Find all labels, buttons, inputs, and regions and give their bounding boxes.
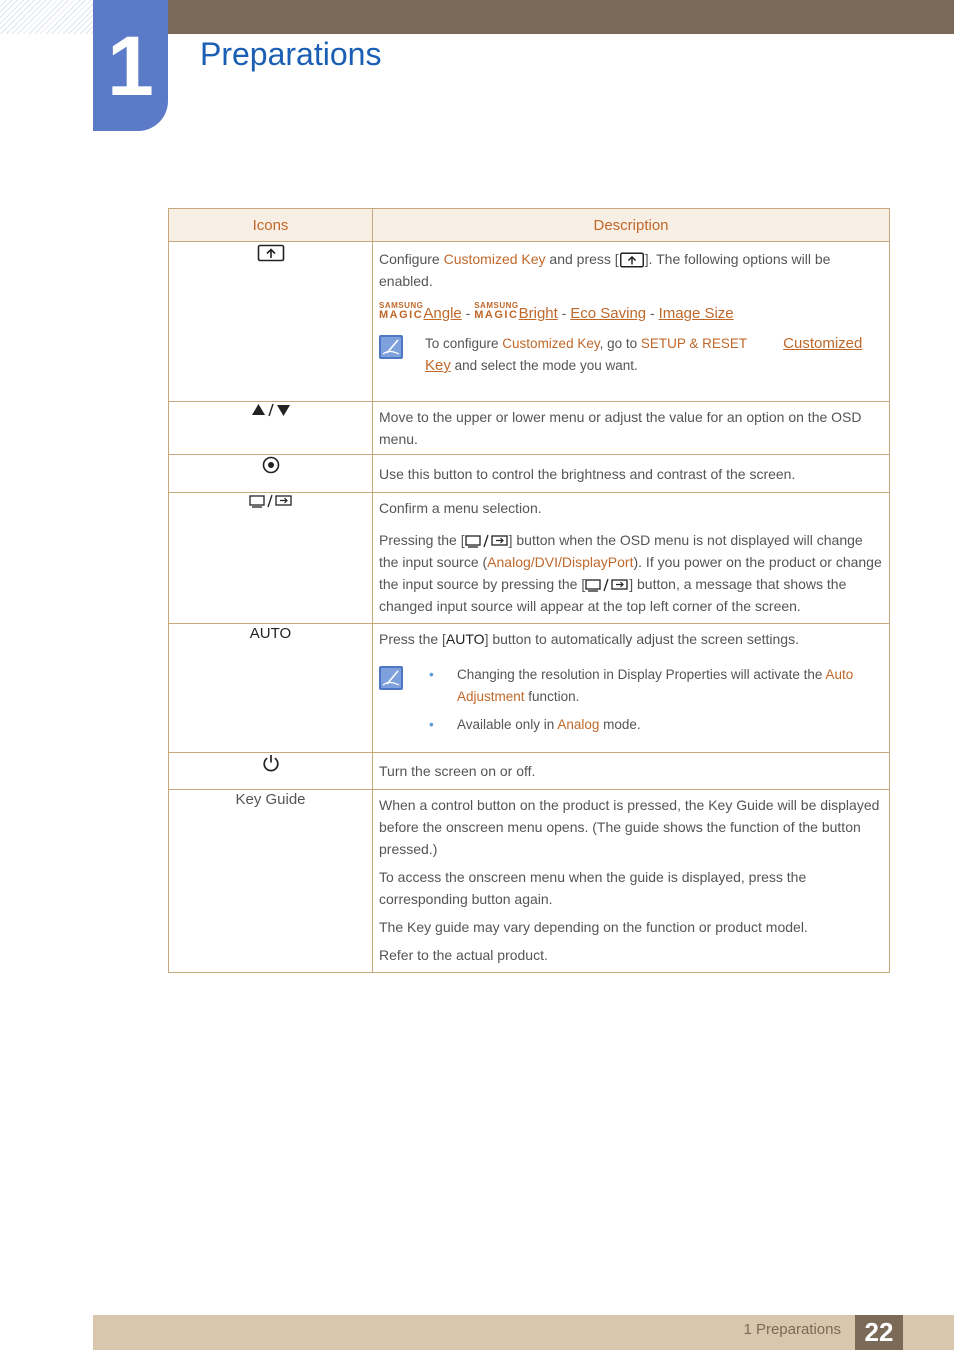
header-icons: Icons [169,209,373,242]
text: and select the mode you want. [450,358,638,373]
note-pencil-icon [379,335,403,359]
list-item [457,714,883,736]
separator: - [557,305,571,321]
description-cell: Turn the screen on or off. [373,753,890,790]
table-row [169,493,890,624]
text: Available only in [457,717,558,732]
menu-source-icon [249,494,293,508]
text: ] button, a message that shows the changed input source will appear at the top left corner of the screen. [379,576,847,614]
list-item [457,664,883,708]
setup-reset-term: SETUP & RESET [640,336,748,351]
power-icon [262,754,280,772]
icon-cell [169,753,373,790]
text: ] button to automatically adjust the screen settings. [484,631,799,647]
table-row [169,402,890,455]
slash: / [530,554,535,570]
key-guide-p1: When a control button on the product is pressed, the Key Guide will be displayed before the onscreen menu opens. (The guide shows the function of the button pressed.) [379,797,880,857]
auto-key-label: AUTO [169,624,373,753]
text: ] button when the OSD menu is not displayed will change the input source ( [379,532,863,570]
description-cell [373,790,890,973]
customized-key-term: Customized Key [443,251,546,267]
menu-source-icon [465,534,509,548]
analog-term: Analog [557,717,600,732]
customized-key-options [379,302,883,325]
text: Pressing the [ [379,532,465,548]
text: Configure [379,251,444,267]
samsung-magic-logo: SAMSUNG MAGIC [379,301,424,321]
key-guide-p2: To access the onscreen menu when the guide is displayed, press the corresponding button again. [379,869,807,907]
description-cell: Use this button to control the brightness and contrast of the screen. [373,455,890,493]
separator: - [646,305,659,321]
magic-bright-link[interactable]: Bright [518,305,558,322]
key-guide-p4: Refer to the actual product. [379,947,548,963]
page-title: Preparations [200,36,382,72]
image-size-link[interactable]: Image Size [658,305,734,322]
table-row [169,242,890,402]
text: To configure [425,336,503,351]
analog-term: Analog [487,554,531,570]
note-text [425,664,883,742]
corner-hatch [0,0,93,34]
customized-key-icon [619,251,645,269]
icon-cell [169,402,373,455]
header-band [168,0,954,34]
table-row [169,790,890,973]
samsung-magic-logo: SAMSUNG MAGIC [474,301,519,321]
chapter-number-tab [93,0,168,131]
text: ). If you power on the product or change the input source by pressing the [ [379,554,882,592]
note [379,664,883,742]
brightness-button-icon [262,456,280,474]
text: Press the [ [379,631,446,647]
displayport-term: DisplayPort [561,554,634,570]
auto-adjustment-term: Auto Adjustment [457,667,854,704]
auto-key: AUTO [445,631,485,647]
menu-source-icon [585,578,629,592]
key-guide-p3: The Key guide may vary depending on the function or product model. [379,919,808,935]
footer-section-label: 1 Preparations [743,1321,841,1338]
table-row [169,753,890,790]
separator: - [461,305,475,321]
dvi-term: DVI [534,554,558,570]
text: ]. The following options will be enabled. [379,251,831,289]
text: Changing the resolution in Display Properties will activate the [457,667,826,682]
eco-saving-link[interactable]: Eco Saving [570,305,647,322]
text: function. [524,689,580,704]
text: mode. [599,717,641,732]
description-cell [373,493,890,624]
icon-cell [169,455,373,493]
magic-angle-link[interactable]: Angle [423,305,462,322]
text: and press [ [545,251,619,267]
customized-key-intro [379,248,883,292]
key-guide-label: Key Guide [169,790,373,973]
note-list [425,664,883,736]
icon-cell [169,493,373,624]
icon-cell [169,242,373,402]
note-text [425,333,883,377]
chapter-number: 1 [107,18,154,113]
button-description-table [168,208,890,973]
customized-key-link[interactable]: Customized Key [425,335,863,374]
description-cell [373,624,890,753]
table-row [169,624,890,753]
slash: / [558,554,562,570]
page-number: 22 [855,1315,903,1350]
customized-key-icon [257,243,285,263]
customized-key-term: Customized Key [502,336,600,351]
up-down-arrow-icon [251,403,291,417]
description-cell: Move to the upper or lower menu or adjust the value for an option on the OSD menu. [373,402,890,455]
auto-description [379,628,883,650]
menu-confirm-text: Confirm a menu selection. [379,500,542,516]
text: , go to [599,336,641,351]
table-header-row [169,209,890,242]
note-pencil-icon [379,666,403,690]
note [379,333,883,377]
table-row [169,455,890,493]
header-description: Description [373,209,890,242]
description-cell [373,242,890,402]
source-description [379,529,883,617]
